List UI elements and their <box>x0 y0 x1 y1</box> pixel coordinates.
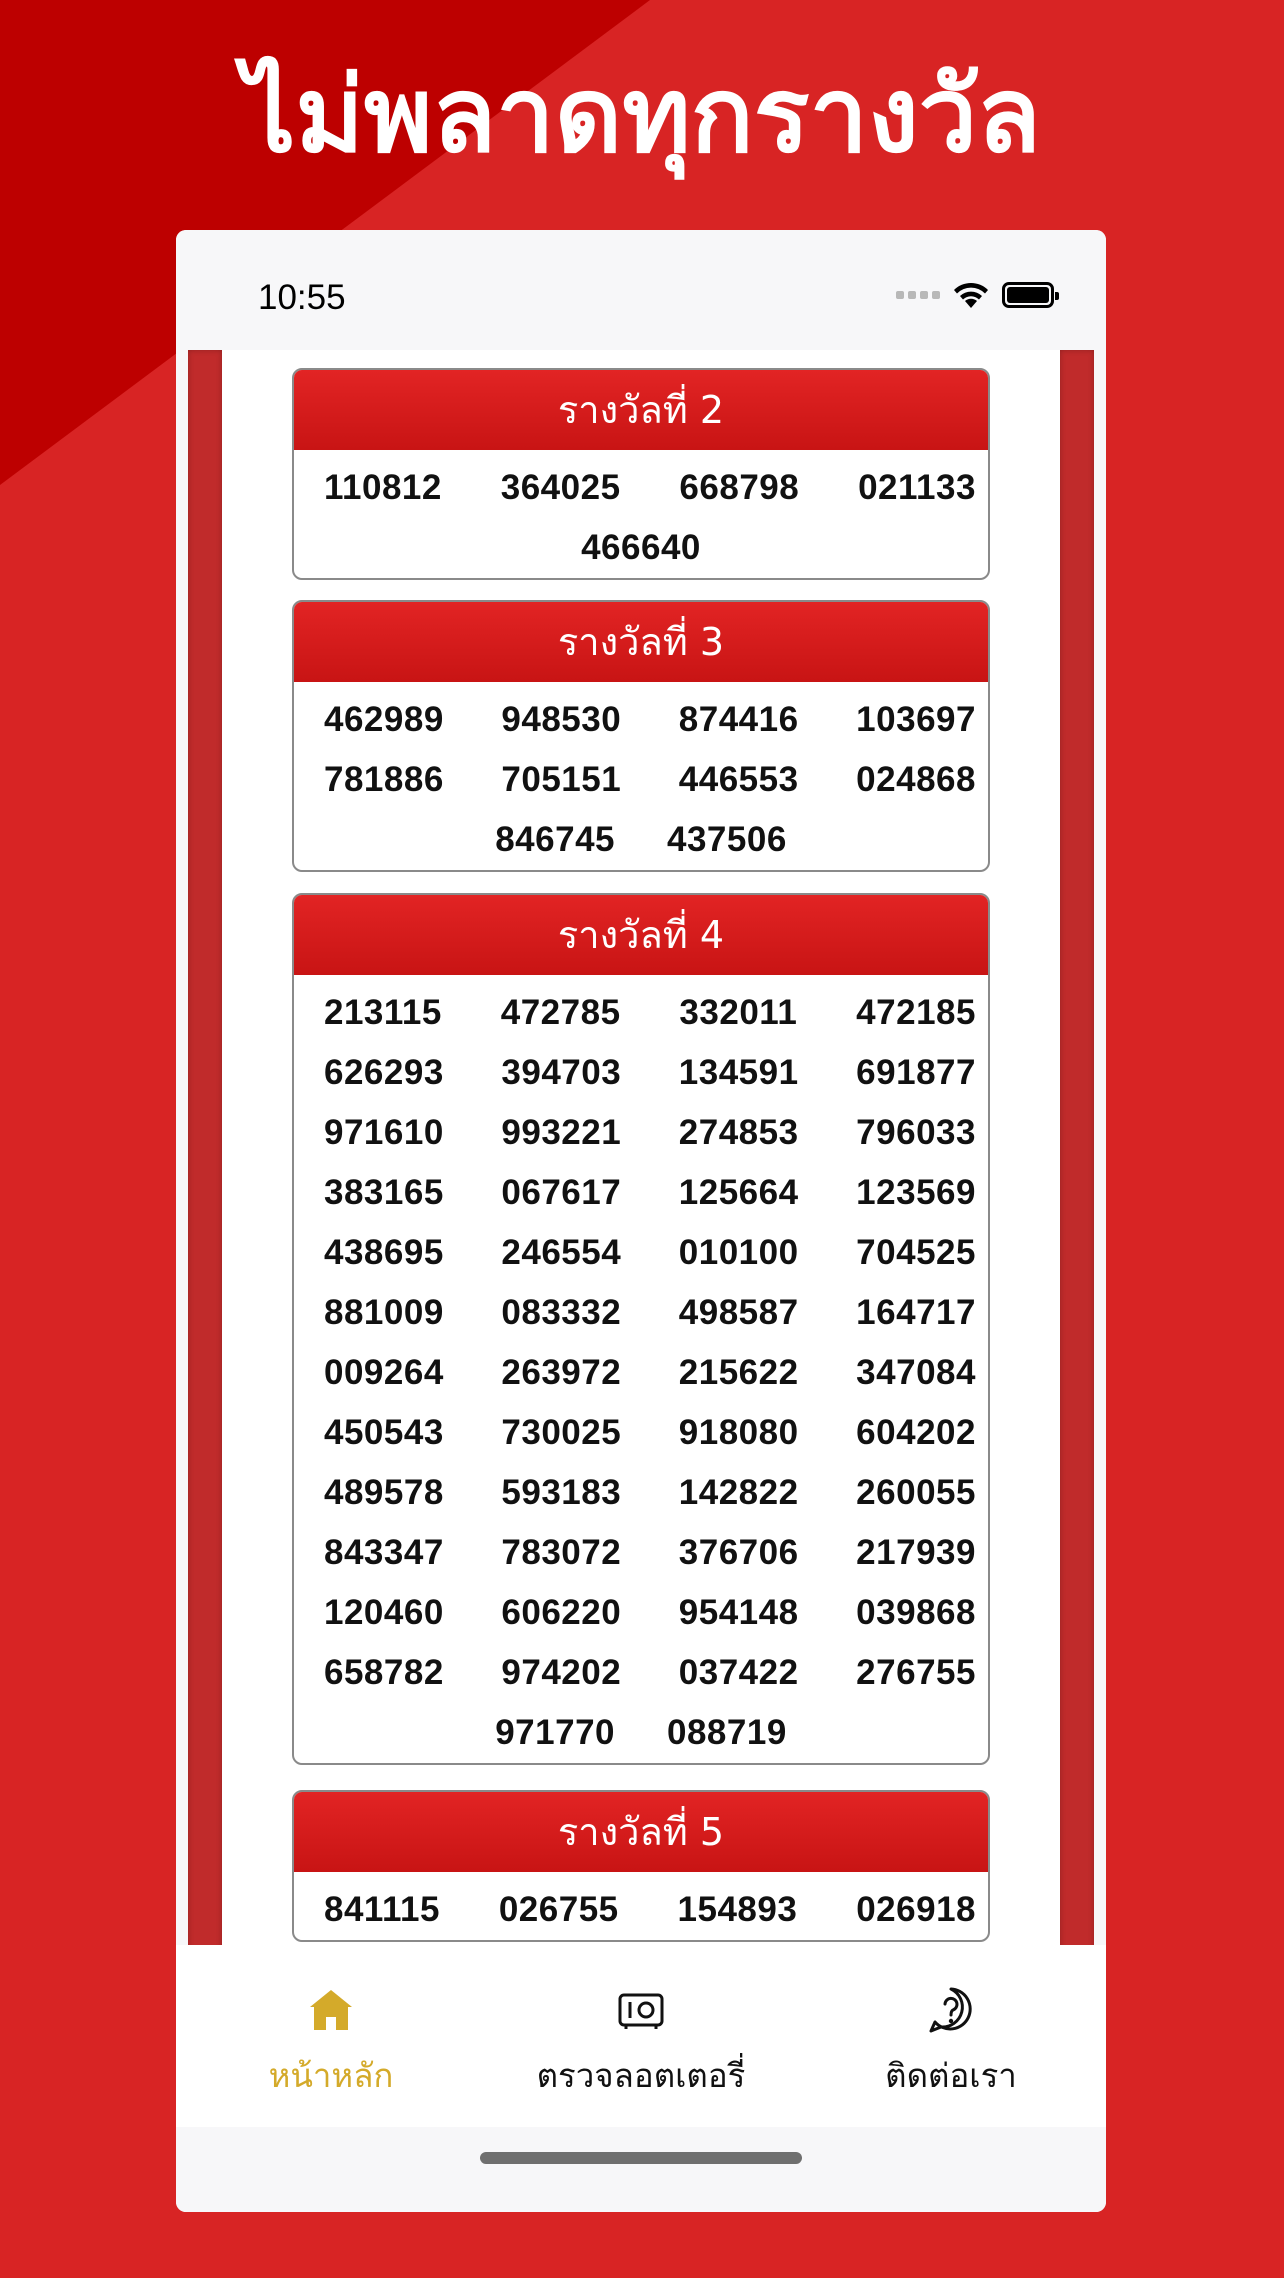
prize-number: 498587 <box>678 1293 799 1332</box>
prize-row <box>294 1043 988 1103</box>
prize-number: 276755 <box>856 1653 976 1692</box>
prize-number: 974202 <box>501 1653 622 1692</box>
prize-number: 843347 <box>324 1533 444 1572</box>
prize-number: 125664 <box>678 1173 799 1212</box>
prize-number: 846745 <box>495 820 615 859</box>
prize-list[interactable] <box>188 350 1094 1975</box>
prize-row <box>294 1283 988 1343</box>
prize-number: 918080 <box>678 1413 799 1452</box>
prize-number: 658782 <box>324 1653 444 1692</box>
prize-number: 215622 <box>678 1353 799 1392</box>
prize-number: 730025 <box>501 1413 622 1452</box>
prize-row <box>294 1583 988 1643</box>
prize-number: 024868 <box>856 760 976 799</box>
prize-number: 691877 <box>856 1053 976 1092</box>
right-edge-bar <box>1060 350 1094 1975</box>
prize-number: 246554 <box>501 1233 622 1272</box>
prize-card-5 <box>292 1790 990 1942</box>
status-icons <box>896 280 1054 310</box>
prize-number: 954148 <box>678 1593 799 1632</box>
left-edge-bar <box>188 350 222 1975</box>
tab-label: ตรวจลอตเตอรี่ <box>536 2056 746 2095</box>
prize-card-title: รางวัลที่ 5 <box>294 1792 988 1872</box>
prize-row <box>294 750 988 810</box>
ticket-icon <box>616 1985 666 2035</box>
prize-numbers <box>294 1872 988 1940</box>
prize-row <box>294 1103 988 1163</box>
prize-number: 021133 <box>858 468 976 507</box>
prize-row <box>294 518 988 578</box>
prize-number: 462989 <box>324 700 444 739</box>
prize-numbers <box>294 975 988 1763</box>
prize-number: 164717 <box>856 1293 976 1332</box>
prize-number: 796033 <box>856 1113 976 1152</box>
tab-label: ติดต่อเรา <box>885 2056 1017 2095</box>
prize-number: 088719 <box>667 1713 787 1752</box>
prize-number: 347084 <box>856 1353 976 1392</box>
status-bar <box>176 230 1106 350</box>
prize-number: 593183 <box>501 1473 622 1512</box>
prize-row <box>294 1463 988 1523</box>
prize-row <box>294 690 988 750</box>
prize-row <box>294 1403 988 1463</box>
prize-number: 217939 <box>856 1533 976 1572</box>
prize-number: 026755 <box>498 1890 619 1929</box>
prize-number: 010100 <box>678 1233 799 1272</box>
prize-numbers <box>294 450 988 578</box>
prize-numbers <box>294 682 988 870</box>
prize-row <box>294 1643 988 1703</box>
prize-row <box>294 1523 988 1583</box>
prize-number: 260055 <box>856 1473 976 1512</box>
prize-number: 874416 <box>678 700 799 739</box>
prize-row <box>294 458 988 518</box>
prize-number: 383165 <box>324 1173 444 1212</box>
prize-number: 134591 <box>678 1053 799 1092</box>
prize-number: 120460 <box>324 1593 444 1632</box>
prize-row <box>294 1223 988 1283</box>
prize-number: 142822 <box>678 1473 799 1512</box>
prize-number: 881009 <box>324 1293 444 1332</box>
prize-number: 472785 <box>500 993 621 1032</box>
prize-card-3 <box>292 600 990 872</box>
prize-number: 841115 <box>324 1890 440 1929</box>
wifi-icon <box>952 280 990 310</box>
prize-number: 376706 <box>678 1533 799 1572</box>
help-icon <box>926 1985 976 2035</box>
prize-number: 604202 <box>856 1413 976 1452</box>
prize-row <box>294 1163 988 1223</box>
tab-check-lottery[interactable] <box>486 1945 796 2127</box>
prize-number: 971770 <box>495 1713 615 1752</box>
prize-number: 110812 <box>324 468 442 507</box>
signal-icon <box>896 291 940 299</box>
prize-number: 626293 <box>324 1053 444 1092</box>
prize-number: 394703 <box>501 1053 622 1092</box>
home-indicator-area <box>176 2127 1106 2212</box>
prize-number: 446553 <box>678 760 799 799</box>
tab-bar <box>176 1945 1106 2127</box>
prize-number: 472185 <box>856 993 976 1032</box>
prize-row <box>294 983 988 1043</box>
prize-number: 489578 <box>324 1473 444 1512</box>
prize-number: 668798 <box>679 468 800 507</box>
prize-number: 026918 <box>856 1890 976 1929</box>
prize-number: 466640 <box>581 528 701 567</box>
tab-label: หน้าหลัก <box>268 2056 394 2095</box>
prize-number: 154893 <box>677 1890 798 1929</box>
prize-number: 083332 <box>501 1293 622 1332</box>
prize-number: 450543 <box>324 1413 444 1452</box>
prize-number: 993221 <box>501 1113 622 1152</box>
prize-number: 606220 <box>501 1593 622 1632</box>
battery-icon <box>1002 282 1054 308</box>
promo-title: ไม่พลาดทุกรางวัล <box>243 54 1041 176</box>
prize-card-title: รางวัลที่ 2 <box>294 370 988 450</box>
prize-number: 103697 <box>856 700 976 739</box>
prize-number: 037422 <box>678 1653 799 1692</box>
tab-home[interactable] <box>176 1945 486 2127</box>
prize-number: 123569 <box>856 1173 976 1212</box>
prize-number: 332011 <box>679 993 798 1032</box>
prize-number: 971610 <box>324 1113 444 1152</box>
status-time: 10:55 <box>258 278 346 317</box>
prize-row <box>294 1880 988 1940</box>
prize-number: 438695 <box>324 1233 444 1272</box>
prize-number: 783072 <box>501 1533 622 1572</box>
prize-number: 009264 <box>324 1353 444 1392</box>
home-icon <box>306 1985 356 2035</box>
prize-number: 437506 <box>667 820 787 859</box>
prize-number: 067617 <box>501 1173 622 1212</box>
prize-row <box>294 1343 988 1403</box>
prize-number: 948530 <box>501 700 622 739</box>
prize-number: 039868 <box>856 1593 976 1632</box>
prize-card-4 <box>292 893 990 1765</box>
prize-number: 704525 <box>856 1233 976 1272</box>
home-indicator[interactable] <box>480 2152 802 2164</box>
prize-row <box>294 1703 988 1763</box>
tab-contact[interactable] <box>796 1945 1106 2127</box>
prize-number: 364025 <box>500 468 621 507</box>
prize-number: 274853 <box>678 1113 799 1152</box>
prize-card-2 <box>292 368 990 580</box>
prize-number: 213115 <box>324 993 442 1032</box>
prize-number: 263972 <box>501 1353 622 1392</box>
prize-card-title: รางวัลที่ 4 <box>294 895 988 975</box>
prize-number: 781886 <box>324 760 444 799</box>
prize-number: 705151 <box>501 760 622 799</box>
prize-row <box>294 810 988 870</box>
prize-card-title: รางวัลที่ 3 <box>294 602 988 682</box>
phone-frame <box>176 230 1106 2212</box>
